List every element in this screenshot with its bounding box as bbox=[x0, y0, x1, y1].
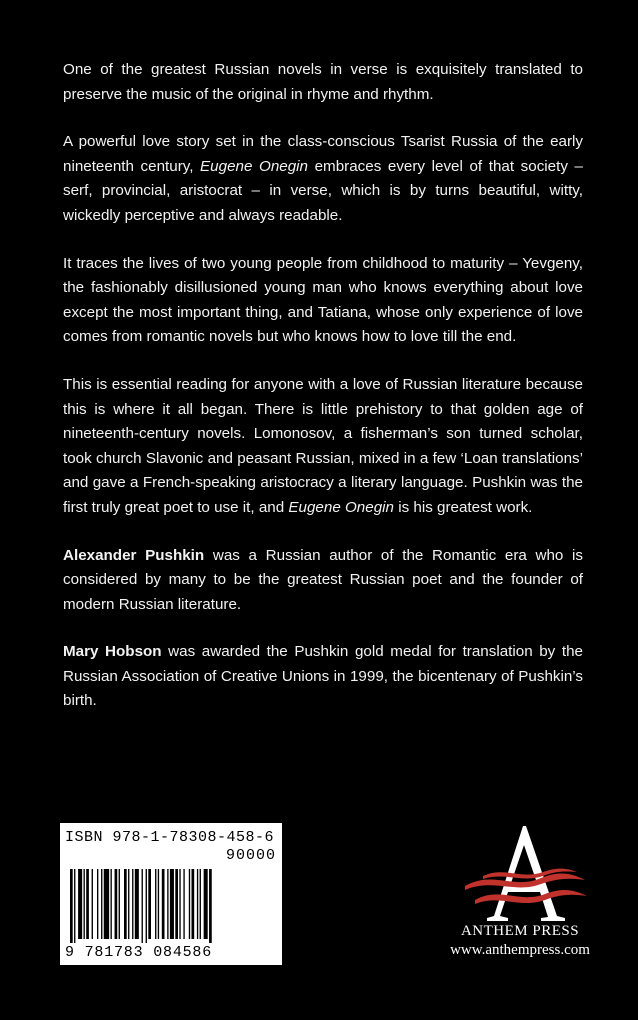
barcode-bar bbox=[84, 869, 85, 939]
barcode-bar bbox=[162, 869, 165, 939]
barcode-bar bbox=[128, 869, 129, 939]
barcode-bar bbox=[155, 869, 156, 939]
blurb-paragraph-story bbox=[63, 130, 583, 228]
barcode-bar bbox=[101, 869, 102, 939]
publisher-url[interactable]: www.anthempress.com bbox=[450, 942, 590, 958]
barcode-bar bbox=[111, 869, 112, 939]
isbn-barcode bbox=[60, 823, 282, 965]
translator-bio bbox=[63, 640, 583, 714]
barcode-bar bbox=[192, 869, 195, 939]
ean-digits: 9 781783 084586 bbox=[65, 944, 213, 961]
back-cover-blurb bbox=[63, 58, 583, 737]
barcode-bar bbox=[97, 869, 98, 939]
context-text-end: is his greatest work. bbox=[393, 498, 533, 516]
barcode-bar bbox=[183, 869, 184, 939]
barcode-bar bbox=[148, 869, 151, 939]
barcode-bar bbox=[167, 869, 168, 939]
barcode-bar bbox=[142, 869, 143, 943]
barcode-bar bbox=[124, 869, 127, 939]
isbn-label: ISBN 978-1-78308-458-6 bbox=[65, 829, 275, 846]
barcode-bar bbox=[175, 869, 178, 939]
barcode-bar bbox=[189, 869, 190, 939]
barcode-bar bbox=[86, 869, 89, 939]
translator-name: Mary Hobson bbox=[63, 643, 162, 661]
story-text-start: A powerful love story set in the class-conscious Tsarist Russia of the early nineteenth century, bbox=[63, 133, 583, 175]
barcode-bar bbox=[119, 869, 120, 939]
barcode-bar bbox=[146, 869, 147, 943]
publisher-name: ANTHEM PRESS bbox=[460, 923, 580, 939]
barcode-bar bbox=[204, 869, 208, 939]
barcode-bar bbox=[74, 869, 75, 943]
barcode-bar bbox=[158, 869, 159, 939]
blurb-paragraph-characters: It traces the lives of two young people from childhood to maturity – Yevgeny, the fashionably disillusioned young man who knows everything about love except the most important thing, and Tatiana, whose only experience of love comes from romantic novels but who knows how to love till the end. bbox=[63, 254, 583, 346]
translator-bio-text: was awarded the Pushkin gold medal for translation by the Russian Association of Creative Unions in 1999, the bicentenary of Pushkin’s birth. bbox=[63, 643, 583, 710]
book-title-italic: Eugene Onegin bbox=[288, 498, 394, 516]
book-title-italic: Eugene Onegin bbox=[200, 157, 308, 175]
anthem-press-logo bbox=[453, 820, 593, 935]
barcode-bar bbox=[135, 869, 139, 939]
barcode-bar bbox=[197, 869, 198, 939]
barcode-bar bbox=[70, 869, 73, 943]
author-name: Alexander Pushkin bbox=[63, 546, 205, 564]
author-bio-text: was a Russian author of the Romantic era who is considered by many to be the greatest Russian poet and the founder of modern Russian literature. bbox=[63, 546, 583, 613]
barcode-bar bbox=[115, 869, 118, 939]
barcode-bar bbox=[132, 869, 133, 939]
barcode-bar bbox=[209, 869, 212, 943]
blurb-paragraph-context bbox=[63, 373, 583, 521]
barcode-bar bbox=[104, 869, 109, 939]
barcode-bar bbox=[92, 869, 93, 939]
barcode-bar bbox=[78, 869, 82, 939]
story-text-end: embraces every level of that society – serf, provincial, aristocrat – in verse, which is by turns beautiful, witty, wickedly perceptive and always readable. bbox=[63, 157, 583, 224]
context-text-start: This is essential reading for anyone with a love of Russian literature because this is where it all began. There is little prehistory to that golden age of nineteenth-century novels. Lomonosov, a fisherman’s son turned scholar, took church Slavonic and peasant Russian, mixed in a few ‘Loan translations’ and gave a French-speaking aristocracy a literary language. Pushkin was the first truly great poet to use it, and bbox=[63, 375, 583, 516]
price-code: 90000 bbox=[225, 847, 276, 864]
barcode-bar bbox=[179, 869, 180, 939]
barcode-bar bbox=[170, 869, 174, 939]
blurb-paragraph-intro: One of the greatest Russian novels in verse is exquisitely translated to preserve the music of the original in rhyme and rhythm. bbox=[63, 61, 583, 103]
barcode-bar bbox=[200, 869, 201, 939]
author-bio bbox=[63, 544, 583, 618]
